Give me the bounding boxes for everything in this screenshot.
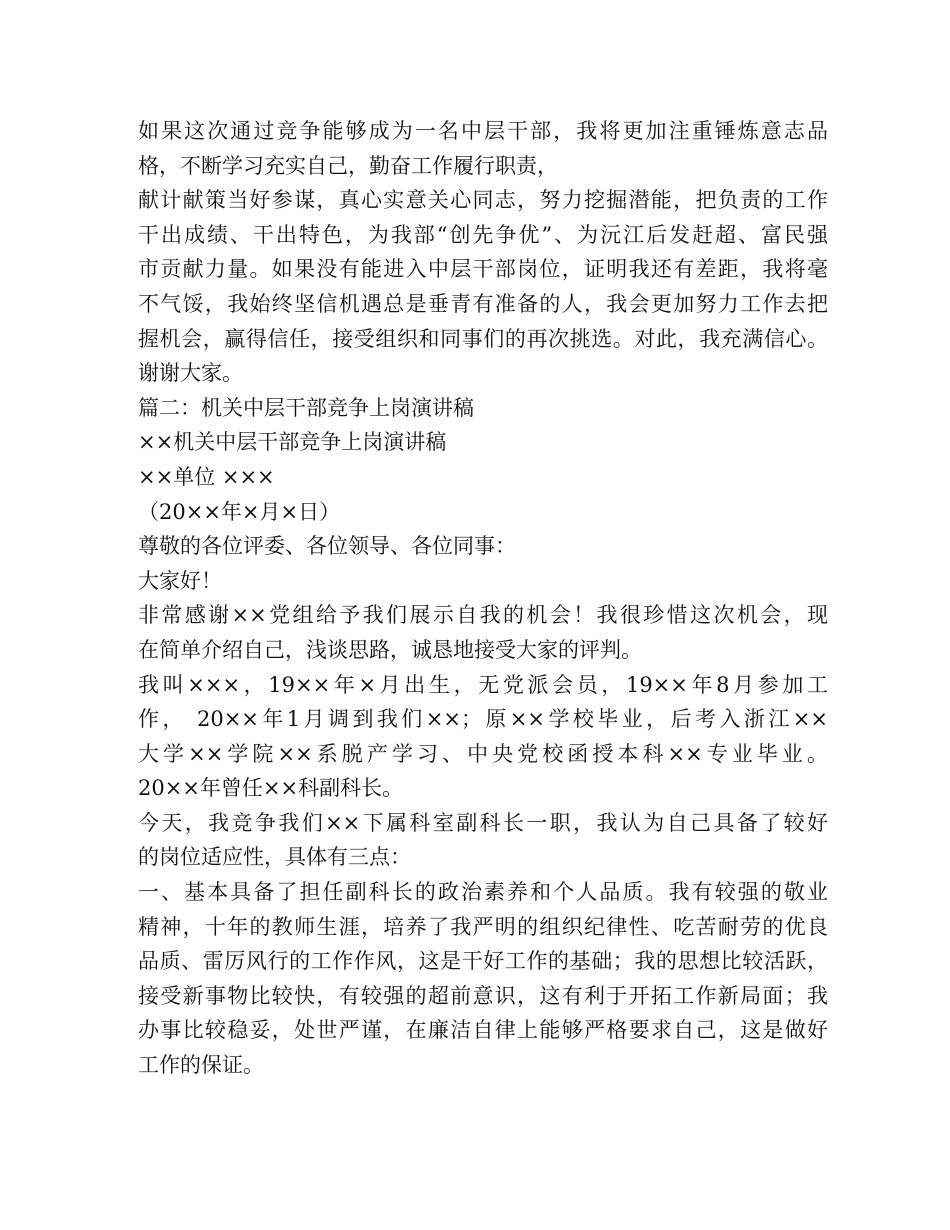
salutation: 尊敬的各位评委、各位领导、各位同事： bbox=[138, 534, 516, 559]
text-line: 工作的保证。 bbox=[138, 1053, 264, 1078]
text-line: 一、基本具备了担任副科长的政治素养和个人品质。我有较强的敬业 bbox=[138, 880, 828, 905]
section-heading: 篇二：机关中层干部竞争上岗演讲稿 bbox=[138, 395, 474, 420]
speaker-unit: ××单位 ××× bbox=[138, 464, 275, 489]
text-line: 今天，我竞争我们××下属科室副科长一职，我认为自己具备了较好 bbox=[138, 810, 828, 835]
text-line: 20××年曾任××科副科长。 bbox=[138, 776, 404, 801]
document-body bbox=[138, 114, 828, 1083]
text-line: 握机会，赢得信任，接受组织和同事们的再次挑选。对此，我充满信心。 bbox=[138, 326, 828, 351]
speech-title: ××机关中层干部竞争上岗演讲稿 bbox=[138, 430, 447, 455]
text-line: 非常感谢××党组给予我们展示自我的机会！我很珍惜这次机会，现 bbox=[138, 603, 828, 628]
text-line: 在简单介绍自己，浅谈思路，诚恳地接受大家的评判。 bbox=[138, 637, 642, 662]
text-line: 品质、雷厉风行的工作作风，这是干好工作的基础；我的思想比较活跃， bbox=[138, 949, 828, 974]
text-line: 接受新事物比较快，有较强的超前意识，这有利于开拓工作新局面；我 bbox=[138, 983, 828, 1008]
text-line: 作， 20××年1月调到我们××；原××学校毕业，后考入浙江×× bbox=[138, 707, 828, 732]
speech-date: （20××年×月×日） bbox=[138, 499, 341, 524]
text-line: 谢谢大家。 bbox=[138, 361, 243, 386]
text-line: 干出成绩、干出特色，为我部“创先争优”、为沅江后发赶超、富民强 bbox=[138, 222, 828, 247]
greeting: 大家好！ bbox=[138, 568, 222, 593]
text-line: 不气馁，我始终坚信机遇总是垂青有准备的人，我会更加努力工作去把 bbox=[138, 291, 828, 316]
text-line: 精神，十年的教师生涯，培养了我严明的组织纪律性、吃苦耐劳的优良 bbox=[138, 914, 828, 939]
text-line: 如果这次通过竞争能够成为一名中层干部，我将更加注重锤炼意志品 bbox=[138, 119, 828, 143]
text-line: 献计献策当好参谋，真心实意关心同志，努力挖掘潜能，把负责的工作 bbox=[138, 188, 828, 213]
text-line: 办事比较稳妥，处世严谨，在廉洁自律上能够严格要求自己，这是做好 bbox=[138, 1018, 828, 1043]
text-line: 的岗位适应性，具体有三点： bbox=[138, 845, 411, 870]
text-line: 市贡献力量。如果没有能进入中层干部岗位，证明我还有差距，我将毫 bbox=[138, 257, 828, 282]
text-line: 格，不断学习充实自己，勤奋工作履行职责， bbox=[138, 153, 558, 178]
text-line: 我叫×××，19××年×月出生，无党派会员，19××年8月参加工 bbox=[138, 672, 828, 697]
text-line: 大学××学院××系脱产学习、中央党校函授本科××专业毕业。 bbox=[138, 741, 828, 766]
